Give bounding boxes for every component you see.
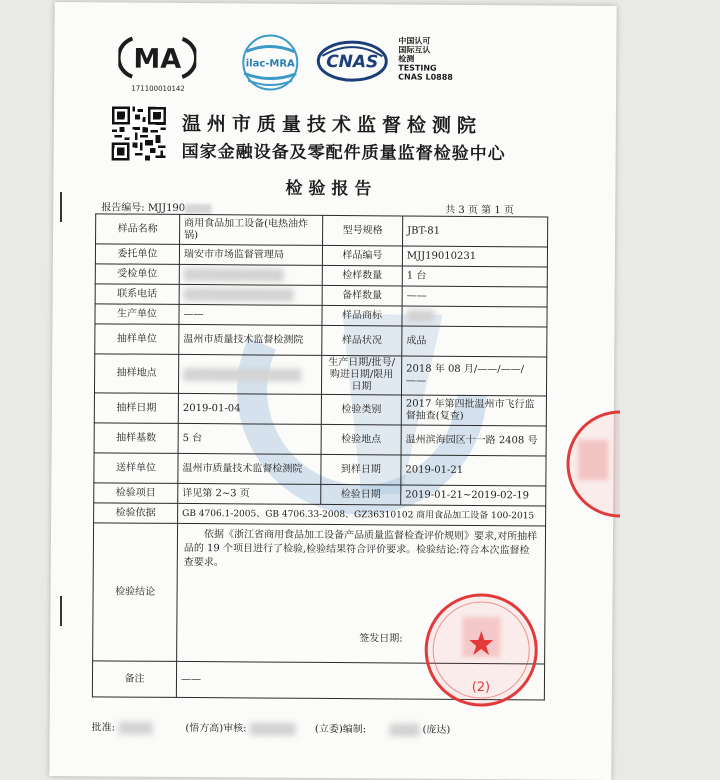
cell-label: 抽样基数: [94, 423, 178, 454]
org-name-primary: 温州市质量技术监督检测院: [181, 112, 482, 138]
official-seal: [422, 591, 541, 710]
report-title: 检验报告: [285, 178, 378, 200]
conclusion-text: 依据《浙江省商用食品加工设备产品质量监督检查评价规则》要求,对所抽样品的 19 个项目进行了检验,检验结果符合评价要求。检验结论:符合本次监督检查要求。: [183, 529, 538, 569]
report-number-value: MJJ190: [147, 202, 186, 214]
cnas-logo: [316, 40, 388, 83]
cell-label: 检样数量: [322, 265, 402, 286]
cell-value: 2019-01-21: [401, 455, 546, 486]
cell-value: GB 4706.1-2005、GB 4706.33-2008、GZ36310102 商用食品加工设备 100-2015: [178, 503, 546, 526]
cell-value: 成品: [402, 326, 547, 357]
redaction: [185, 203, 211, 213]
cell-label: 检验项目: [94, 483, 178, 504]
cell-label: 生产单位: [95, 304, 179, 325]
page-count: 共 3 页 第 1 页: [445, 204, 514, 217]
redaction: [184, 288, 294, 302]
cnas-line: 检测: [398, 54, 415, 64]
cell-label: 备样数量: [322, 285, 402, 306]
redaction: [250, 722, 296, 735]
svg-text:(2): (2): [471, 679, 491, 696]
cell-value: 2017 年第四批温州市飞行监督抽查(复查): [401, 395, 546, 426]
cell-value: 2019-01-21~2019-02-19: [401, 485, 546, 506]
table-row: [94, 423, 546, 456]
cell-value: 2018 年 08 月/——/——/——: [401, 356, 546, 396]
report-page: [49, 2, 616, 780]
svg-text:CNAS: CNAS: [326, 51, 379, 73]
cell-label: 检验结论: [93, 523, 178, 662]
compiler-name: (庞达): [422, 724, 451, 736]
cell-label: 检验地点: [321, 424, 401, 455]
redaction: [389, 723, 419, 736]
org-name-secondary: 国家金融设备及零配件质量监督检验中心: [181, 141, 506, 165]
cell-label: 备注: [92, 661, 176, 698]
cell-label: 检验类别: [321, 394, 401, 425]
cell-value-redacted: [402, 306, 547, 327]
svg-text:MA: MA: [133, 43, 182, 75]
cell-value: 详见第 2~3 页: [178, 483, 321, 504]
reviewer-label: (悟方高)审核:: [185, 722, 247, 735]
cell-label: 抽样地点: [94, 354, 178, 394]
qr-code: [112, 106, 166, 160]
table-row: [95, 324, 547, 357]
cell-value: 5 台: [178, 423, 321, 454]
cell-label: 联系电话: [95, 284, 179, 305]
redaction: [118, 722, 152, 735]
issue-date-label: 签发日期:: [359, 633, 403, 645]
redaction: [406, 310, 434, 323]
table-row: [94, 453, 546, 486]
cell-value: 2019-01-04: [178, 393, 321, 424]
cnas-accreditation-text: [398, 36, 453, 81]
cell-value-redacted: [179, 264, 322, 285]
cell-value: 1 台: [402, 266, 547, 287]
cma-number: 171100010142: [131, 84, 185, 93]
cnas-line: TESTING: [398, 63, 437, 73]
approve-label: 批准:: [91, 722, 116, 734]
cell-value: 商用食品加工设备(电热油炸锅): [180, 214, 323, 245]
cell-value: JBT-81: [403, 216, 548, 247]
cell-label: 受检单位: [95, 264, 179, 285]
cell-label: 委托单位: [95, 244, 179, 265]
cma-logo: [118, 34, 196, 81]
cnas-line: 国际互认: [398, 45, 431, 55]
compiler-label: (立委)编制:: [314, 723, 367, 736]
ilac-mra-logo: [238, 33, 302, 91]
cell-value: MJJ19010231: [402, 246, 547, 267]
svg-text:ilac-MRA: ilac-MRA: [245, 58, 295, 70]
cell-label: 抽样日期: [94, 393, 178, 424]
cell-value: 温州市质量技术监督检测院: [179, 324, 322, 355]
cell-value: ——: [176, 661, 544, 700]
cell-value: 温州滨海园区十一路 2408 号: [401, 425, 546, 456]
cell-value: ——: [402, 286, 547, 307]
table-row: [94, 393, 546, 426]
cell-label: 抽样单位: [95, 324, 179, 355]
cell-label: 样品名称: [96, 214, 180, 245]
cell-label: 生产日期/批号/购进日期/限用日期: [321, 355, 401, 395]
cell-label: 检验日期: [321, 484, 401, 505]
cell-value: ——: [179, 304, 322, 325]
redaction: [184, 268, 284, 282]
table-row: [96, 214, 548, 247]
cnas-line: 中国认可: [398, 36, 431, 46]
cell-label: 检验依据: [94, 503, 178, 524]
redaction: [183, 367, 301, 381]
binding-mark: [60, 192, 72, 222]
cell-label: 样品状况: [322, 325, 402, 356]
cnas-line: CNAS L0888: [398, 72, 453, 82]
signature-line: [92, 718, 451, 737]
cell-value: 温州市质量技术监督检测院: [178, 453, 321, 484]
cell-label: 到样日期: [321, 454, 401, 485]
cell-label: 样品商标: [322, 305, 402, 326]
cell-value-redacted: [178, 354, 321, 394]
partial-seal: [558, 410, 620, 518]
cell-value: 瑞安市市场监督管理局: [179, 244, 322, 265]
report-number-label: 报告编号:: [101, 202, 145, 214]
cell-label: 样品编号: [322, 245, 402, 266]
report-number: [101, 198, 211, 214]
binding-mark: [60, 596, 72, 626]
cell-value-redacted: [179, 284, 322, 305]
table-row: [94, 354, 546, 396]
cell-label: 送样单位: [94, 453, 178, 484]
cell-label: 型号规格: [323, 215, 403, 246]
